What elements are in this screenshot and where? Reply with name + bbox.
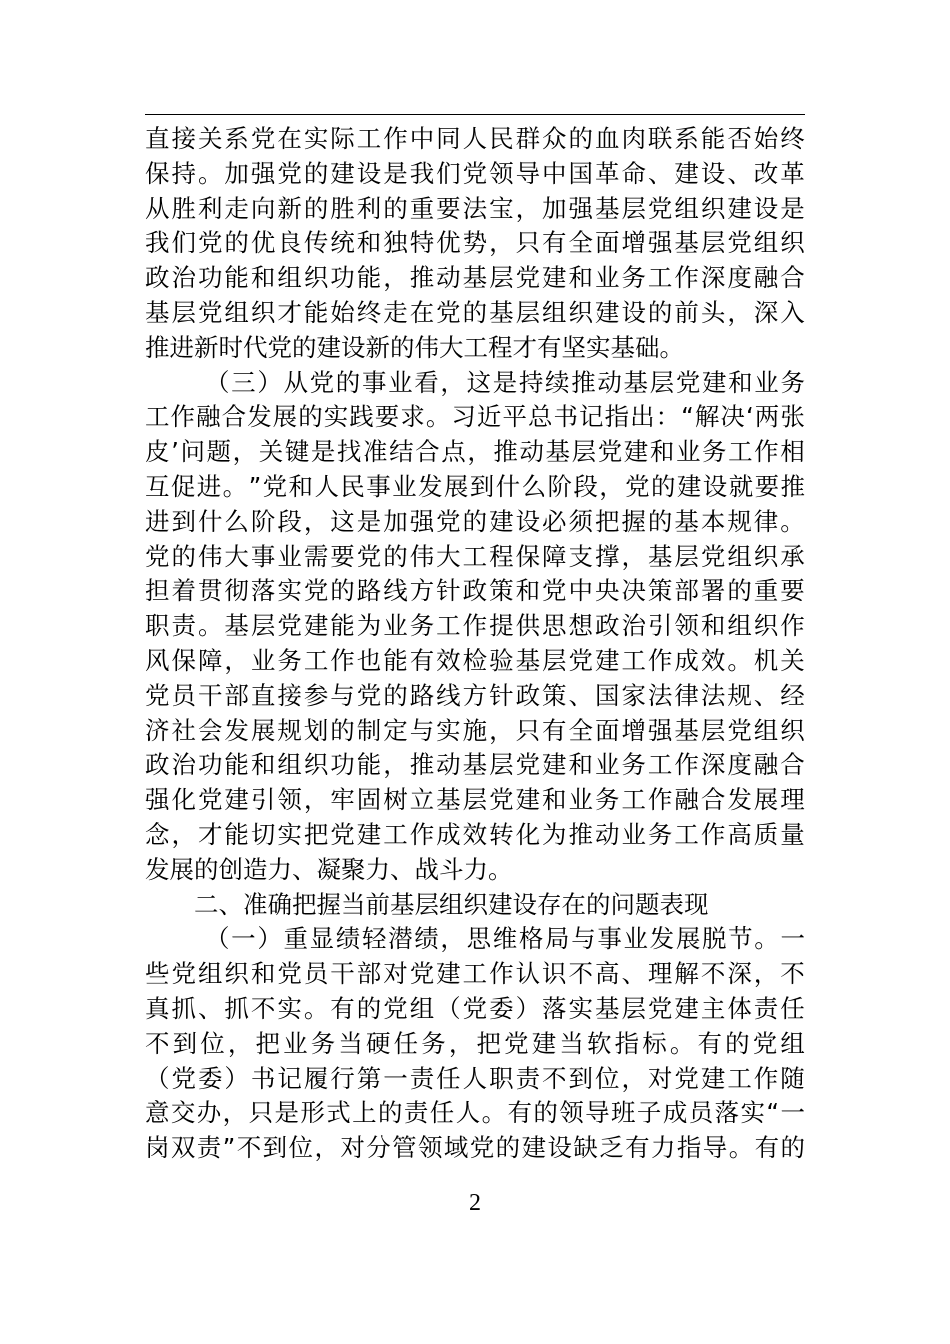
text-line: 风 保 障 ， 业 务 工 作 也 能 有 效 检 验 基 层 党 建 工 作 成 效 。 机 关 (145, 645, 805, 675)
text-line: 意 交 办 ， 只 是 形 式 上 的 责 任 人 。 有 的 领 导 班 子 成 员 落 实 “ 一 (145, 1098, 805, 1128)
text-line: 二、准确把握当前基层组织建设存在的问题表现 (194, 889, 709, 919)
text-line: 党 的 伟 大 事 业 需 要 党 的 伟 大 工 程 保 障 支 撑 ， 基 层 党 组 织 承 (145, 541, 805, 571)
text-line: 政 治 功 能 和 组 织 功 能 ， 推 动 基 层 党 建 和 业 务 工 作 深 度 融 合 (145, 263, 805, 293)
text-line: 政 治 功 能 和 组 织 功 能 ， 推 动 基 层 党 建 和 业 务 工 作 深 度 融 合 (145, 750, 805, 780)
page-number: 2 (469, 1190, 481, 1216)
text-line: 发展的创造力、凝聚力、战斗力。 (145, 854, 513, 884)
text-line: 职 责 。 基 层 党 建 能 为 业 务 工 作 提 供 思 想 政 治 引 领 和 组 织 作 (145, 611, 805, 641)
text-line: 岗 双 责 ” 不 到 位 ， 对 分 管 领 域 党 的 建 设 缺 乏 有 力 指 导 。 有 的 (145, 1133, 805, 1163)
text-line: 从 胜 利 走 向 新 的 胜 利 的 重 要 法 宝 ， 加 强 基 层 党 组 织 建 设 是 (145, 193, 805, 223)
text-line: （ 一 ） 重 显 绩 轻 潜 绩 ， 思 维 格 局 与 事 业 发 展 脱 节 。 一 (205, 924, 805, 954)
text-line: 济 社 会 发 展 规 划 的 制 定 与 实 施 ， 只 有 全 面 增 强 基 层 党 组 织 (145, 715, 805, 745)
text-line: 保 持 。 加 强 党 的 建 设 是 我 们 党 领 导 中 国 革 命 、 建 设 、 改 革 (145, 158, 805, 188)
text-line: 皮 ’ 问 题 ， 关 键 是 找 准 结 合 点 ， 推 动 基 层 党 建 和 业 务 工 作 相 (145, 437, 805, 467)
header-rule (145, 114, 805, 115)
text-line: （ 三 ） 从 党 的 事 业 看 ， 这 是 持 续 推 动 基 层 党 建 和 业 务 (205, 367, 805, 397)
text-line: 担 着 贯 彻 落 实 党 的 路 线 方 针 政 策 和 党 中 央 决 策 部 署 的 重 要 (145, 576, 805, 606)
text-line: 进 到 什 么 阶 段 ， 这 是 加 强 党 的 建 设 必 须 把 握 的 基 本 规 律 。 (145, 506, 805, 536)
document-body (145, 122, 805, 1166)
text-line: 工 作 融 合 发 展 的 实 践 要 求 。 习 近 平 总 书 记 指 出 ： “ 解 决 ‘ 两 张 (145, 402, 805, 432)
text-line: 互 促 进 。 ” 党 和 人 民 事 业 发 展 到 什 么 阶 段 ， 党 的 建 设 就 要 推 (145, 471, 805, 501)
text-line: （ 党 委 ） 书 记 履 行 第 一 责 任 人 职 责 不 到 位 ， 对 党 建 工 作 随 (145, 1063, 805, 1093)
text-line: 我 们 党 的 优 良 传 统 和 独 特 优 势 ， 只 有 全 面 增 强 基 层 党 组 织 (145, 228, 805, 258)
text-line: 真 抓 、 抓 不 实 。 有 的 党 组 （ 党 委 ） 落 实 基 层 党 建 主 体 责 任 (145, 993, 805, 1023)
text-line: 党 员 干 部 直 接 参 与 党 的 路 线 方 针 政 策 、 国 家 法 律 法 规 、 经 (145, 680, 805, 710)
text-line: 些 党 组 织 和 党 员 干 部 对 党 建 工 作 认 识 不 高 、 理 解 不 深 ， 不 (145, 959, 805, 989)
text-line: 直 接 关 系 党 在 实 际 工 作 中 同 人 民 群 众 的 血 肉 联 系 能 否 始 终 (145, 124, 805, 153)
text-line: 念 ， 才 能 切 实 把 党 建 工 作 成 效 转 化 为 推 动 业 务 工 作 高 质 量 (145, 819, 805, 849)
text-line: 强 化 党 建 引 领 ， 牢 固 树 立 基 层 党 建 和 业 务 工 作 融 合 发 展 理 (145, 785, 805, 815)
text-line: 基 层 党 组 织 才 能 始 终 走 在 党 的 基 层 组 织 建 设 的 前 头 ， 深 入 (145, 297, 805, 327)
text-line: 推进新时代党的建设新的伟大工程才有坚实基础。 (145, 332, 684, 362)
text-line: 不 到 位 ， 把 业 务 当 硬 任 务 ， 把 党 建 当 软 指 标 。 有 的 党 组 (145, 1028, 805, 1058)
